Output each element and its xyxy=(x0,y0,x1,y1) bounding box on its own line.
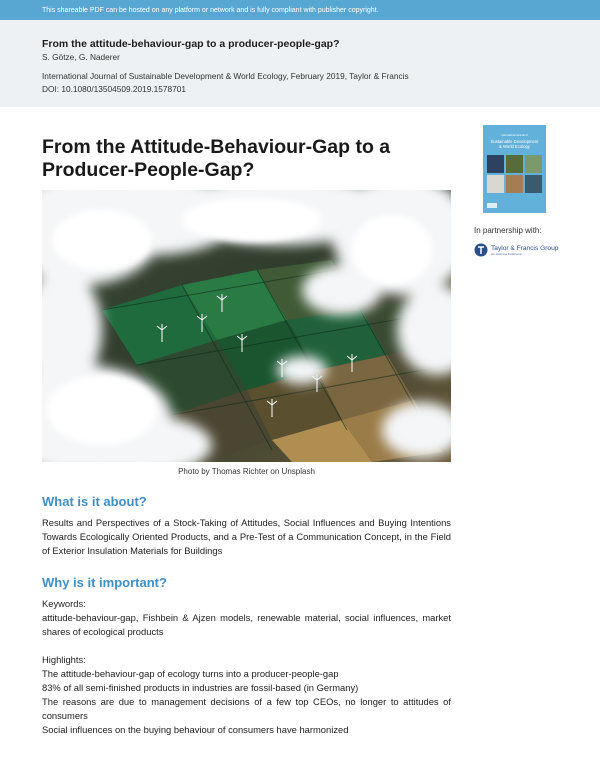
keywords-text: attitude-behaviour-gap, Fishbein & Ajzen models, renewable material, social influences, market shares of ecological products xyxy=(42,612,451,637)
highlight-item: The reasons are due to management decisions of a few top CEOs, no longer to attitudes of consumers xyxy=(42,696,451,721)
citation-title[interactable]: From the attitude-behaviour-gap to a producer-people-gap? xyxy=(42,38,340,50)
taylor-francis-logo[interactable] xyxy=(474,243,558,257)
sharing-notice-bar xyxy=(0,0,600,20)
taylor-francis-emblem-icon xyxy=(474,243,488,257)
what-is-it-about-heading: What is it about? xyxy=(42,494,147,509)
citation-journal: International Journal of Sustainable Development & World Ecology, February 2019, Taylor & Francis xyxy=(42,71,409,81)
highlight-item: 83% of all semi-finished products in industries are fossil-based (in Germany) xyxy=(42,682,359,693)
citation-block xyxy=(0,20,600,107)
journal-cover-title-line1: Sustainable Development xyxy=(490,139,539,144)
publisher-subtitle: an informa business xyxy=(491,251,522,256)
article-title: From the Attitude-Behaviour-Gap to a Producer-People-Gap? xyxy=(42,136,391,181)
highlights-list xyxy=(42,667,451,737)
highlight-item: Social influences on the buying behaviour of consumers have harmonized xyxy=(42,724,349,735)
what-is-it-about-text: Results and Perspectives of a Stock-Taking of Attitudes, Social Influences and Buying Intentions Towards Ecologically Oriented Products, and a Pre-Test of a Communication Concept, in the Field of Exterior Insulation Materials for Buildings xyxy=(42,517,451,556)
sharing-notice-text: This shareable PDF can be hosted on any platform or network and is fully compliant with publisher copyright. xyxy=(42,6,379,14)
partner-label: In partnership with: xyxy=(474,226,542,235)
citation-doi[interactable]: DOI: 10.1080/13504509.2019.1578701 xyxy=(42,84,186,94)
highlights-label: Highlights: xyxy=(42,654,86,665)
keywords-label: Keywords: xyxy=(42,598,86,609)
why-is-it-important-heading: Why is it important? xyxy=(42,575,167,590)
aerial-wind-farm-photo xyxy=(42,190,451,462)
journal-cover-title-line2: & World Ecology xyxy=(499,144,530,149)
highlight-item: The attitude-behaviour-gap of ecology turns into a producer-people-gap xyxy=(42,668,339,679)
citation-authors: S. Götze, G. Naderer xyxy=(42,52,120,62)
photo-caption: Photo by Thomas Richter on Unsplash xyxy=(178,467,315,476)
journal-cover-thumbnail[interactable] xyxy=(483,125,546,213)
journal-cover-header: International Journal of xyxy=(501,134,528,137)
publisher-name: Taylor & Francis Group xyxy=(491,244,559,252)
